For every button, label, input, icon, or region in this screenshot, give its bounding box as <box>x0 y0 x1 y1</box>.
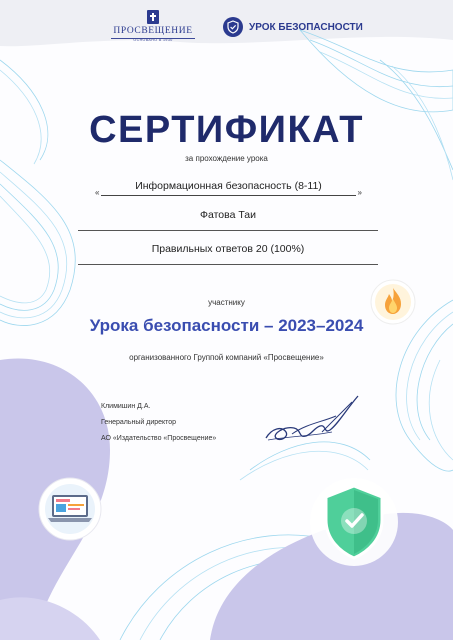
organizer-text: организованного Группой компаний «Просвещение» <box>129 353 324 362</box>
result-field <box>78 243 378 267</box>
fire-icon <box>370 279 416 325</box>
close-quote: » <box>357 188 362 197</box>
book-icon <box>147 10 159 24</box>
signatory-block <box>101 399 216 447</box>
signatory-name: Климишин Д.А. <box>101 403 151 410</box>
program-logo <box>223 17 363 37</box>
participant-underline <box>78 230 378 231</box>
signatory-position: Генеральный директор <box>101 419 177 426</box>
participant-name: Фатова Таи <box>200 209 256 221</box>
signature <box>262 392 362 447</box>
program-name: УРОК БЕЗОПАСНОСТИ <box>249 22 363 33</box>
certificate-title: СЕРТИФИКАТ <box>89 109 364 151</box>
lesson-underline <box>101 195 356 196</box>
shield-logo-icon <box>223 17 243 37</box>
publisher-tagline: ОСНОВАНО В 1930 <box>133 38 173 42</box>
shield-check-icon <box>308 470 400 570</box>
lesson-field <box>95 178 362 198</box>
publisher-name: ПРОСВЕЩЕНИЕ <box>113 26 193 36</box>
result-text: Правильных ответов 20 (100%) <box>151 243 305 255</box>
publisher-logo <box>107 10 199 46</box>
lesson-title: Информационная безопасность (8-11) <box>135 180 322 192</box>
event-title: Урока безопасности – 2023–2024 <box>89 316 364 335</box>
open-quote: « <box>95 188 100 197</box>
result-underline <box>78 264 378 265</box>
laptop-icon <box>38 477 102 541</box>
participant-field <box>78 209 378 233</box>
signatory-organization: АО «Издательство «Просвещение» <box>101 435 217 442</box>
recipient-label: участнику <box>208 298 245 307</box>
certificate-subtitle: за прохождение урока <box>185 154 268 163</box>
